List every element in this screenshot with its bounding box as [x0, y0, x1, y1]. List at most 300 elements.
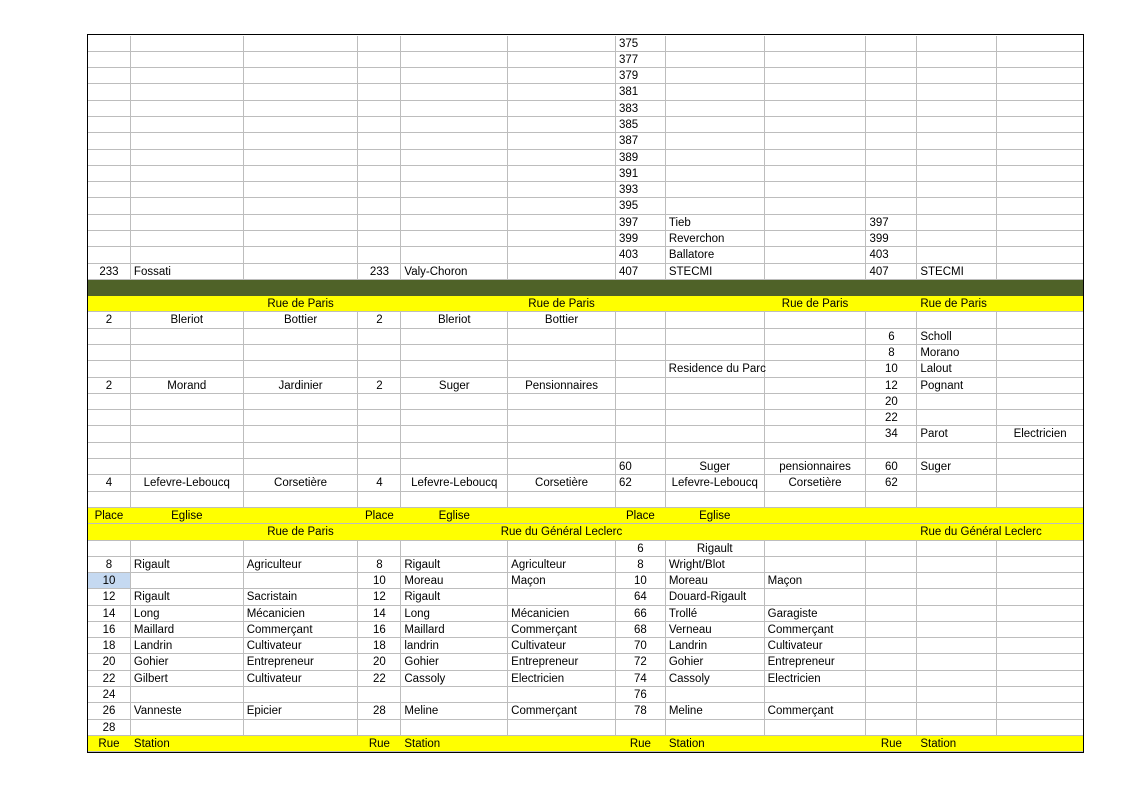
cell[interactable] [244, 182, 359, 197]
cell[interactable] [917, 84, 997, 100]
cell[interactable] [765, 215, 867, 230]
cell[interactable]: Electricien [765, 671, 867, 686]
cell[interactable]: 391 [616, 166, 666, 181]
cell[interactable] [358, 231, 401, 246]
cell[interactable]: 74 [616, 671, 666, 686]
cell[interactable] [765, 492, 867, 507]
cell[interactable] [401, 280, 508, 295]
cell[interactable] [866, 150, 917, 165]
cell[interactable]: Commerçant [508, 703, 616, 719]
cell[interactable] [88, 443, 131, 458]
cell[interactable] [765, 36, 867, 51]
cell[interactable] [917, 654, 997, 670]
cell[interactable] [358, 84, 401, 100]
cell[interactable]: 397 [616, 215, 666, 230]
cell[interactable]: Cassoly [401, 671, 508, 686]
cell[interactable] [88, 231, 131, 246]
cell[interactable]: Rue [88, 736, 131, 751]
cell[interactable] [401, 459, 508, 474]
cell[interactable] [997, 215, 1083, 230]
cell[interactable]: STECMI [666, 264, 765, 279]
cell[interactable] [917, 394, 997, 409]
cell[interactable] [244, 52, 359, 67]
cell[interactable]: Suger [666, 459, 765, 474]
cell[interactable]: STECMI [917, 264, 997, 279]
cell[interactable] [866, 703, 917, 719]
cell[interactable] [131, 459, 244, 474]
cell[interactable] [131, 280, 244, 295]
cell[interactable] [765, 117, 867, 132]
cell[interactable]: 60 [616, 459, 666, 474]
cell[interactable] [765, 329, 867, 344]
cell[interactable]: Station [917, 736, 997, 751]
cell[interactable]: 62 [866, 475, 917, 491]
cell[interactable] [131, 133, 244, 149]
cell[interactable] [358, 443, 401, 458]
cell[interactable] [666, 443, 765, 458]
cell[interactable] [917, 231, 997, 246]
cell[interactable]: Eglise [401, 508, 508, 523]
cell[interactable] [866, 671, 917, 686]
cell[interactable]: 393 [616, 182, 666, 197]
cell[interactable] [997, 329, 1083, 344]
cell[interactable] [401, 345, 508, 360]
cell[interactable]: pensionnaires [765, 459, 867, 474]
cell[interactable]: Rue [358, 736, 401, 751]
cell[interactable]: 78 [616, 703, 666, 719]
cell[interactable] [131, 720, 244, 735]
cell[interactable] [866, 280, 917, 295]
cell[interactable]: Rue de Paris [765, 296, 867, 311]
cell[interactable] [358, 345, 401, 360]
cell[interactable] [917, 443, 997, 458]
cell[interactable] [997, 117, 1083, 132]
cell[interactable] [508, 84, 616, 100]
cell[interactable] [616, 329, 666, 344]
cell[interactable] [997, 361, 1083, 377]
cell[interactable]: Corsetière [765, 475, 867, 491]
cell[interactable]: Maçon [765, 573, 867, 588]
cell[interactable]: Lefevre-Leboucq [401, 475, 508, 491]
cell[interactable] [244, 541, 359, 556]
cell[interactable] [508, 443, 616, 458]
cell[interactable] [866, 182, 917, 197]
cell[interactable] [997, 443, 1083, 458]
cell[interactable] [917, 671, 997, 686]
cell[interactable] [358, 394, 401, 409]
cell[interactable] [508, 101, 616, 116]
cell[interactable]: Gohier [666, 654, 765, 670]
cell[interactable]: 10 [616, 573, 666, 588]
cell[interactable]: Cultivateur [244, 671, 359, 686]
cell[interactable]: 407 [616, 264, 666, 279]
cell[interactable] [666, 117, 765, 132]
cell[interactable] [616, 312, 666, 328]
cell[interactable]: 6 [866, 329, 917, 344]
cell[interactable]: Morand [131, 378, 244, 393]
cell[interactable] [866, 296, 917, 311]
cell[interactable] [997, 84, 1083, 100]
cell[interactable] [401, 182, 508, 197]
cell[interactable] [244, 459, 359, 474]
cell[interactable]: 8 [358, 557, 401, 572]
cell[interactable] [765, 247, 867, 263]
cell[interactable] [666, 329, 765, 344]
cell[interactable] [401, 231, 508, 246]
cell[interactable] [666, 280, 765, 295]
cell[interactable] [401, 198, 508, 214]
cell[interactable] [401, 101, 508, 116]
cell[interactable] [917, 573, 997, 588]
cell[interactable]: 22 [358, 671, 401, 686]
cell[interactable]: 12 [866, 378, 917, 393]
cell[interactable] [401, 524, 508, 540]
cell[interactable] [88, 361, 131, 377]
cell[interactable] [508, 345, 616, 360]
cell[interactable] [88, 247, 131, 263]
cell[interactable] [401, 117, 508, 132]
cell[interactable]: Rue du Général Leclerc [917, 524, 997, 540]
cell[interactable] [244, 247, 359, 263]
cell[interactable]: Lalout [917, 361, 997, 377]
cell[interactable] [508, 687, 616, 702]
cell[interactable] [997, 133, 1083, 149]
cell[interactable] [508, 247, 616, 263]
cell[interactable] [401, 52, 508, 67]
cell[interactable] [666, 101, 765, 116]
cell[interactable] [866, 654, 917, 670]
cell[interactable] [88, 492, 131, 507]
cell[interactable] [616, 443, 666, 458]
cell[interactable]: Maçon [508, 573, 616, 588]
cell[interactable] [244, 492, 359, 507]
cell[interactable]: Garagiste [765, 606, 867, 621]
cell[interactable] [616, 296, 666, 311]
cell[interactable] [401, 687, 508, 702]
cell[interactable]: 28 [358, 703, 401, 719]
cell[interactable] [508, 329, 616, 344]
cell[interactable] [765, 280, 867, 295]
cell[interactable]: Station [666, 736, 765, 751]
cell[interactable] [88, 426, 131, 442]
cell[interactable] [244, 36, 359, 51]
cell[interactable]: Station [131, 736, 244, 751]
cell[interactable] [508, 736, 616, 751]
cell[interactable]: Gohier [131, 654, 244, 670]
cell[interactable]: Gohier [401, 654, 508, 670]
cell[interactable]: Landrin [666, 638, 765, 653]
cell[interactable] [917, 68, 997, 83]
cell[interactable]: Rue [866, 736, 917, 751]
cell[interactable] [131, 541, 244, 556]
cell[interactable] [508, 426, 616, 442]
cell[interactable] [88, 296, 131, 311]
cell[interactable] [508, 394, 616, 409]
cell[interactable] [88, 459, 131, 474]
cell[interactable]: Rigault [666, 541, 765, 556]
cell[interactable] [765, 557, 867, 572]
cell[interactable] [244, 361, 359, 377]
cell[interactable] [131, 426, 244, 442]
cell[interactable] [997, 475, 1083, 491]
cell[interactable] [765, 264, 867, 279]
cell[interactable] [131, 231, 244, 246]
cell[interactable] [997, 508, 1083, 523]
cell[interactable] [508, 133, 616, 149]
cell[interactable]: Bleriot [401, 312, 508, 328]
cell[interactable] [131, 296, 244, 311]
cell[interactable]: 22 [866, 410, 917, 425]
cell[interactable]: Reverchon [666, 231, 765, 246]
cell[interactable] [765, 84, 867, 100]
cell[interactable] [244, 133, 359, 149]
cell[interactable] [131, 247, 244, 263]
cell[interactable]: 385 [616, 117, 666, 132]
cell[interactable]: 395 [616, 198, 666, 214]
cell[interactable] [866, 198, 917, 214]
cell[interactable]: Rigault [131, 557, 244, 572]
cell[interactable]: Meline [666, 703, 765, 719]
cell[interactable] [997, 68, 1083, 83]
cell[interactable] [997, 622, 1083, 637]
cell[interactable] [997, 52, 1083, 67]
cell[interactable] [866, 557, 917, 572]
cell[interactable]: Mécanicien [244, 606, 359, 621]
cell[interactable]: 18 [88, 638, 131, 653]
cell[interactable] [765, 394, 867, 409]
cell[interactable]: 24 [88, 687, 131, 702]
cell[interactable] [997, 182, 1083, 197]
cell[interactable]: Bottier [508, 312, 616, 328]
cell[interactable] [508, 231, 616, 246]
cell[interactable] [917, 475, 997, 491]
cell[interactable]: 20 [358, 654, 401, 670]
cell[interactable] [244, 264, 359, 279]
cell[interactable]: 399 [616, 231, 666, 246]
cell[interactable]: Long [131, 606, 244, 621]
cell[interactable] [917, 150, 997, 165]
cell[interactable] [765, 720, 867, 735]
cell[interactable] [508, 198, 616, 214]
cell[interactable] [917, 198, 997, 214]
cell[interactable]: 20 [866, 394, 917, 409]
cell[interactable] [244, 345, 359, 360]
cell[interactable] [88, 345, 131, 360]
cell[interactable]: 6 [616, 541, 666, 556]
cell[interactable] [358, 36, 401, 51]
cell[interactable] [131, 687, 244, 702]
cell[interactable] [244, 215, 359, 230]
cell[interactable] [358, 133, 401, 149]
cell[interactable] [131, 182, 244, 197]
cell[interactable]: Morano [917, 345, 997, 360]
cell[interactable] [765, 198, 867, 214]
cell[interactable]: Entrepreneur [508, 654, 616, 670]
cell[interactable] [765, 378, 867, 393]
cell[interactable] [508, 166, 616, 181]
cell[interactable] [866, 166, 917, 181]
cell[interactable] [88, 101, 131, 116]
cell[interactable] [401, 410, 508, 425]
cell[interactable] [131, 68, 244, 83]
cell[interactable] [666, 68, 765, 83]
cell[interactable]: 16 [358, 622, 401, 637]
cell[interactable] [917, 508, 997, 523]
cell[interactable]: 8 [616, 557, 666, 572]
cell[interactable] [508, 589, 616, 605]
cell[interactable] [997, 150, 1083, 165]
cell[interactable] [131, 394, 244, 409]
cell[interactable] [997, 589, 1083, 605]
cell[interactable] [997, 654, 1083, 670]
cell[interactable]: Mécanicien [508, 606, 616, 621]
cell[interactable] [244, 508, 359, 523]
cell[interactable]: Tieb [666, 215, 765, 230]
cell[interactable]: Sacristain [244, 589, 359, 605]
cell[interactable] [765, 541, 867, 556]
cell[interactable] [244, 117, 359, 132]
cell[interactable] [131, 117, 244, 132]
cell[interactable]: Place [616, 508, 666, 523]
cell[interactable] [666, 426, 765, 442]
cell[interactable] [88, 150, 131, 165]
cell[interactable] [131, 410, 244, 425]
cell[interactable] [997, 492, 1083, 507]
cell[interactable] [997, 541, 1083, 556]
cell[interactable] [666, 687, 765, 702]
cell[interactable] [88, 68, 131, 83]
cell[interactable] [358, 117, 401, 132]
cell[interactable] [508, 508, 616, 523]
cell[interactable]: Pognant [917, 378, 997, 393]
cell[interactable]: Jardinier [244, 378, 359, 393]
cell[interactable] [866, 101, 917, 116]
cell[interactable] [866, 638, 917, 653]
cell[interactable] [917, 280, 997, 295]
cell[interactable]: 387 [616, 133, 666, 149]
cell[interactable]: 233 [358, 264, 401, 279]
cell[interactable] [765, 150, 867, 165]
cell[interactable] [358, 68, 401, 83]
cell[interactable] [244, 150, 359, 165]
cell[interactable]: Landrin [131, 638, 244, 653]
cell[interactable]: 2 [358, 378, 401, 393]
cell[interactable] [131, 361, 244, 377]
cell[interactable]: Bleriot [131, 312, 244, 328]
cell[interactable] [244, 410, 359, 425]
cell[interactable] [997, 312, 1083, 328]
cell[interactable] [131, 52, 244, 67]
cell[interactable] [244, 394, 359, 409]
cell[interactable] [997, 671, 1083, 686]
cell[interactable]: 403 [616, 247, 666, 263]
cell[interactable] [358, 166, 401, 181]
cell[interactable] [917, 606, 997, 621]
cell[interactable] [765, 182, 867, 197]
cell[interactable]: 26 [88, 703, 131, 719]
cell[interactable] [666, 345, 765, 360]
cell[interactable] [244, 720, 359, 735]
cell[interactable] [765, 524, 867, 540]
cell[interactable] [765, 426, 867, 442]
cell[interactable] [917, 52, 997, 67]
cell[interactable]: Scholl [917, 329, 997, 344]
cell[interactable] [997, 296, 1083, 311]
cell[interactable] [131, 84, 244, 100]
cell[interactable] [917, 687, 997, 702]
cell[interactable] [131, 198, 244, 214]
cell[interactable] [997, 638, 1083, 653]
cell[interactable] [997, 378, 1083, 393]
cell[interactable] [358, 296, 401, 311]
cell[interactable]: Parot [917, 426, 997, 442]
cell[interactable]: Commerçant [244, 622, 359, 637]
cell[interactable] [666, 150, 765, 165]
cell[interactable] [917, 410, 997, 425]
cell[interactable] [997, 36, 1083, 51]
cell[interactable] [358, 361, 401, 377]
cell[interactable] [88, 215, 131, 230]
cell[interactable] [765, 166, 867, 181]
cell[interactable]: Fossati [131, 264, 244, 279]
cell[interactable]: 8 [88, 557, 131, 572]
cell[interactable] [866, 589, 917, 605]
cell[interactable]: Rue de Paris [244, 296, 359, 311]
cell[interactable] [88, 280, 131, 295]
cell[interactable] [917, 703, 997, 719]
cell[interactable] [866, 524, 917, 540]
cell[interactable] [508, 36, 616, 51]
cell[interactable] [997, 231, 1083, 246]
cell[interactable] [866, 573, 917, 588]
cell[interactable] [88, 329, 131, 344]
cell[interactable] [866, 68, 917, 83]
cell[interactable] [917, 166, 997, 181]
cell[interactable] [88, 410, 131, 425]
cell[interactable] [917, 638, 997, 653]
cell[interactable]: 12 [358, 589, 401, 605]
cell[interactable] [508, 459, 616, 474]
cell[interactable] [358, 198, 401, 214]
cell[interactable] [666, 182, 765, 197]
cell[interactable]: Pensionnaires [508, 378, 616, 393]
cell[interactable] [997, 101, 1083, 116]
cell[interactable]: 2 [88, 378, 131, 393]
cell[interactable] [401, 329, 508, 344]
cell[interactable]: 389 [616, 150, 666, 165]
cell[interactable] [997, 166, 1083, 181]
cell[interactable] [358, 524, 401, 540]
cell[interactable]: Maillard [401, 622, 508, 637]
cell[interactable] [358, 459, 401, 474]
cell[interactable] [401, 84, 508, 100]
cell[interactable]: Maillard [131, 622, 244, 637]
cell[interactable] [765, 345, 867, 360]
cell[interactable] [88, 182, 131, 197]
cell[interactable]: Suger [917, 459, 997, 474]
cell[interactable] [616, 524, 666, 540]
cell[interactable] [88, 52, 131, 67]
cell[interactable] [666, 166, 765, 181]
cell[interactable]: Rigault [401, 589, 508, 605]
cell[interactable]: 14 [358, 606, 401, 621]
cell[interactable] [244, 101, 359, 116]
cell[interactable] [997, 736, 1083, 751]
cell[interactable] [358, 280, 401, 295]
cell[interactable] [866, 133, 917, 149]
cell[interactable]: 60 [866, 459, 917, 474]
cell[interactable] [401, 133, 508, 149]
